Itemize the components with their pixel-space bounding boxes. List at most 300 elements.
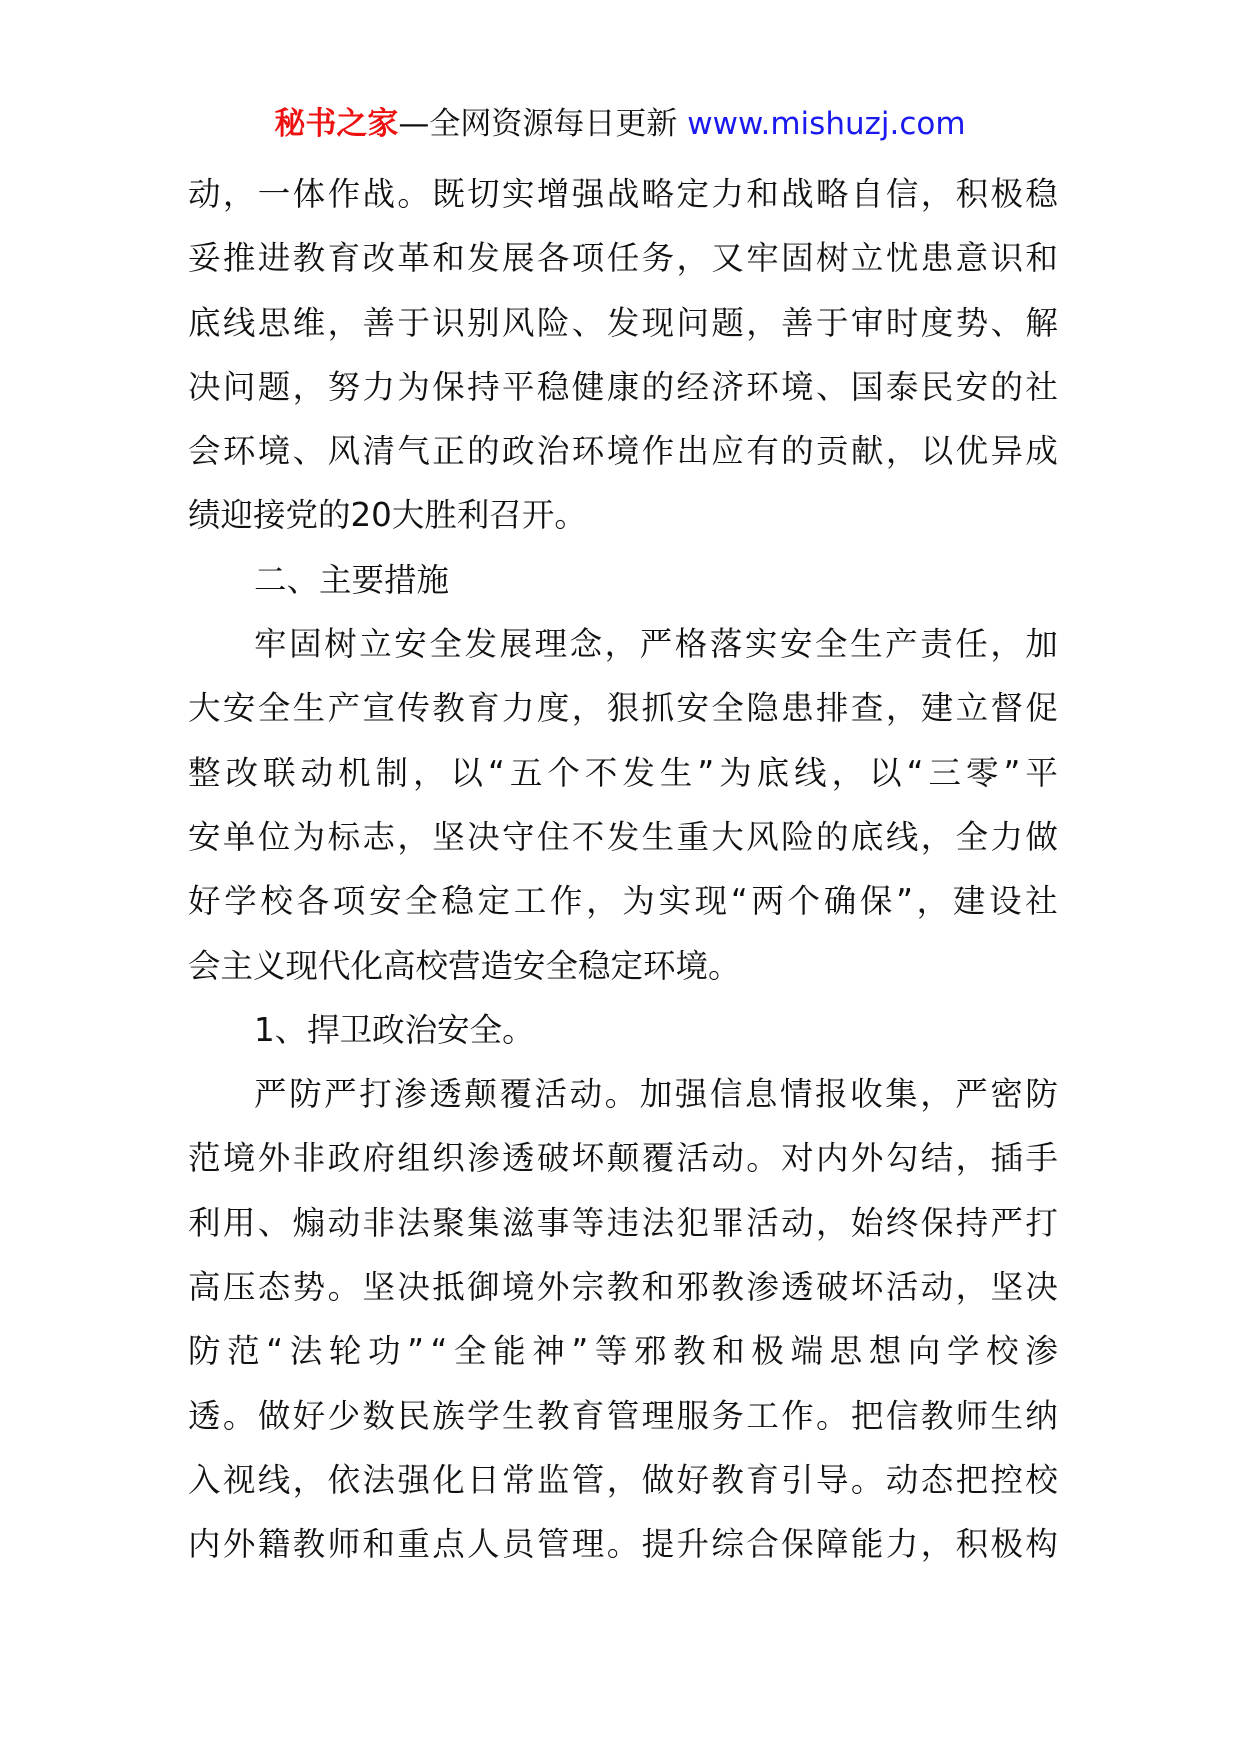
- line-char: 、: [571, 303, 605, 342]
- line-char: 。: [816, 1396, 849, 1435]
- line-char: 力: [502, 689, 535, 728]
- line-char: 国: [850, 367, 884, 406]
- line-char: 动: [300, 753, 334, 792]
- line-char: 产: [327, 689, 361, 728]
- line-char: 的: [467, 432, 500, 471]
- line-char: 位: [257, 817, 291, 856]
- line-char: 。: [606, 1525, 640, 1564]
- line-char: 制: [375, 753, 409, 792]
- line-char: 略: [816, 175, 849, 213]
- line-char: 济: [711, 367, 744, 406]
- line-char: 手: [1025, 1139, 1058, 1178]
- line-char: 非: [292, 1139, 326, 1178]
- line-char: 单: [222, 817, 256, 856]
- line-char: 破: [816, 1268, 849, 1307]
- line-char: 社: [1025, 367, 1058, 406]
- line-char: ，: [413, 753, 446, 792]
- line-char: 务: [641, 239, 675, 278]
- line-char: 线: [257, 1460, 291, 1499]
- line-char: 环: [571, 432, 605, 471]
- line-char: 的: [816, 817, 849, 856]
- line-char: “: [266, 1332, 284, 1371]
- line-char: 险: [536, 303, 570, 342]
- line-char: 解: [1025, 303, 1058, 342]
- line-char: 煽: [292, 1203, 326, 1242]
- line-char: 于: [816, 303, 849, 342]
- line-char: 革: [397, 239, 430, 278]
- line-char: 建: [952, 882, 986, 921]
- document-header: [0, 104, 1240, 144]
- line-char: 学: [467, 1396, 500, 1435]
- line-char: 渗: [1025, 1332, 1058, 1371]
- line-char: 好: [292, 1396, 326, 1435]
- line-char: 患: [920, 239, 954, 278]
- line-char: 活: [885, 1268, 919, 1307]
- line-char: 和: [1025, 239, 1058, 278]
- line-char: ，: [920, 817, 954, 856]
- line-char: 患: [781, 689, 814, 728]
- line-char: 动: [711, 1139, 744, 1178]
- line-char: 生: [850, 625, 883, 664]
- line-char: 境: [502, 1268, 535, 1307]
- line-char: 抵: [432, 1268, 465, 1307]
- line-text: 1、捍卫政治安全。: [254, 1010, 535, 1049]
- line-char: 定: [477, 882, 511, 921]
- line-char: 境: [606, 432, 640, 471]
- line-char: ，: [292, 367, 326, 406]
- line-char: 。: [604, 1075, 638, 1114]
- line-char: 健: [571, 367, 605, 406]
- line-char: 密: [990, 1075, 1023, 1114]
- line-char: 自: [850, 175, 884, 213]
- line-char: ，: [604, 625, 638, 664]
- line-char: 法: [289, 1332, 323, 1371]
- line-char: 、: [990, 303, 1023, 342]
- line-char: 发: [622, 753, 655, 792]
- line-char: 题: [711, 303, 744, 342]
- line-char: 全: [257, 689, 291, 728]
- line-char: 育: [467, 689, 500, 728]
- line-char: ”: [1003, 753, 1021, 792]
- line-char: 外: [222, 1525, 256, 1564]
- line-char: 势: [955, 303, 989, 342]
- line-char: 透: [781, 1268, 814, 1307]
- line-char: “: [430, 1332, 448, 1371]
- line-char: 师: [955, 1396, 989, 1435]
- line-char: 把: [850, 1396, 884, 1435]
- line-char: 合: [746, 1525, 779, 1564]
- line-char: 做: [257, 1396, 291, 1435]
- line-char: 牢: [254, 625, 287, 664]
- text-line: [188, 355, 1058, 419]
- line-char: 、: [257, 1203, 291, 1242]
- line-char: 纳: [1025, 1396, 1058, 1435]
- line-char: 集: [885, 1075, 918, 1114]
- line-char: 于: [397, 303, 430, 342]
- text-line: [188, 869, 1058, 933]
- line-char: 发: [464, 625, 497, 664]
- line-char: 动: [327, 1203, 361, 1242]
- line-char: ，: [586, 882, 619, 921]
- line-char: “: [488, 753, 505, 792]
- line-char: 范: [227, 1332, 260, 1371]
- line-char: 三: [928, 753, 961, 792]
- line-char: 以: [450, 753, 484, 792]
- line-char: 加: [1025, 625, 1058, 664]
- line-char: 立: [850, 239, 884, 278]
- line-char: 稳: [441, 882, 474, 921]
- line-char: 识: [990, 239, 1023, 278]
- line-char: 强: [571, 175, 605, 213]
- line-char: 违: [606, 1203, 640, 1242]
- line-char: 聚: [432, 1203, 465, 1242]
- line-char: 和: [362, 1525, 395, 1564]
- line-char: 线: [885, 817, 919, 856]
- line-char: 风: [502, 303, 535, 342]
- line-char: 做: [641, 1460, 675, 1499]
- line-char: 险: [781, 817, 814, 856]
- line-char: 清: [362, 432, 395, 471]
- line-char: 导: [816, 1460, 849, 1499]
- line-char: 会: [188, 432, 221, 471]
- line-char: 管: [606, 1396, 640, 1435]
- line-char: 教: [920, 1396, 954, 1435]
- line-char: ，: [831, 753, 865, 792]
- line-char: 范: [188, 1139, 221, 1178]
- line-char: 收: [850, 1075, 883, 1114]
- line-char: 打: [1025, 1203, 1058, 1242]
- line-char: 作: [781, 1396, 814, 1435]
- line-char: 事: [536, 1203, 570, 1242]
- line-char: 战: [606, 175, 640, 213]
- line-char: 渗: [394, 1075, 427, 1114]
- line-char: ，: [955, 1268, 989, 1307]
- line-char: 防: [188, 1332, 221, 1371]
- text-line: [188, 162, 1058, 226]
- line-char: 不: [571, 817, 605, 856]
- line-char: ，: [885, 689, 919, 728]
- line-char: 决: [1025, 1268, 1058, 1307]
- line-char: 设: [988, 882, 1022, 921]
- line-char: 发: [606, 817, 640, 856]
- line-char: 邪: [633, 1332, 667, 1371]
- text-line: [188, 934, 1058, 998]
- line-char: 常: [502, 1460, 535, 1499]
- line-char: 展: [499, 625, 532, 664]
- line-char: ，: [676, 239, 709, 278]
- line-char: 生: [990, 1396, 1023, 1435]
- line-char: 康: [606, 367, 640, 406]
- line-char: ”: [896, 882, 913, 921]
- line-char: 、: [816, 367, 849, 406]
- line-char: 把: [955, 1460, 989, 1499]
- line-char: 战: [781, 175, 814, 213]
- line-char: 改: [225, 753, 259, 792]
- line-char: 别: [467, 303, 500, 342]
- line-char: 管: [536, 1525, 570, 1564]
- line-char: 法: [397, 1203, 430, 1242]
- line-char: 既: [432, 175, 465, 213]
- line-char: 环: [222, 432, 256, 471]
- line-char: 信: [885, 1396, 919, 1435]
- line-char: 督: [990, 689, 1023, 728]
- line-char: 不: [584, 753, 618, 792]
- line-char: 实: [744, 625, 778, 664]
- line-char: 查: [850, 689, 884, 728]
- line-char: 动: [188, 175, 221, 213]
- line-char: 育: [327, 239, 361, 278]
- line-char: 力: [711, 175, 744, 213]
- line-char: “: [906, 753, 924, 792]
- line-char: 和: [432, 239, 465, 278]
- line-char: 宗: [571, 1268, 605, 1307]
- line-char: 维: [292, 303, 326, 342]
- line-char: 排: [816, 689, 849, 728]
- line-char: 抓: [641, 689, 675, 728]
- line-char: 工: [746, 1396, 779, 1435]
- line-char: 政: [502, 432, 535, 471]
- line-char: 底: [188, 303, 221, 342]
- line-char: 视: [222, 1460, 256, 1499]
- line-char: 全: [429, 625, 462, 664]
- line-char: 向: [907, 1332, 941, 1371]
- line-char: 的: [641, 367, 675, 406]
- line-char: 罪: [711, 1203, 744, 1242]
- line-char: 线: [222, 303, 256, 342]
- line-char: 坏: [850, 1268, 884, 1307]
- line-char: 以: [920, 432, 954, 471]
- line-char: 生: [502, 1396, 535, 1435]
- line-char: 力: [990, 817, 1023, 856]
- line-char: 做: [1025, 817, 1058, 856]
- line-char: 。: [327, 1268, 361, 1307]
- line-char: 五: [509, 753, 543, 792]
- text-line: [188, 676, 1058, 740]
- line-char: 保: [432, 367, 465, 406]
- line-char: 严: [324, 1075, 357, 1114]
- line-char: 决: [467, 817, 500, 856]
- text-line: [188, 612, 1058, 676]
- line-char: 透: [188, 1396, 221, 1435]
- line-char: 校: [1025, 1460, 1058, 1499]
- text-line: [188, 1126, 1058, 1190]
- line-char: 外: [850, 1139, 884, 1178]
- line-char: 异: [990, 432, 1023, 471]
- line-char: 全: [711, 689, 744, 728]
- line-char: 思: [257, 303, 291, 342]
- text-line: [188, 1512, 1058, 1576]
- line-char: ，: [955, 1139, 989, 1178]
- line-char: 教: [292, 1525, 326, 1564]
- line-char: 校: [986, 1332, 1019, 1371]
- line-char: 联: [263, 753, 296, 792]
- line-char: 等: [594, 1332, 628, 1371]
- line-char: 理: [641, 1396, 675, 1435]
- line-char: 决: [397, 1268, 430, 1307]
- line-char: ，: [885, 432, 919, 471]
- line-char: 产: [885, 625, 918, 664]
- line-char: ，: [990, 625, 1023, 664]
- line-char: 覆: [499, 1075, 532, 1114]
- line-char: 为: [719, 753, 752, 792]
- line-char: 安: [779, 625, 813, 664]
- line-char: 现: [694, 882, 728, 921]
- text-line: [188, 226, 1058, 290]
- line-char: 强: [397, 1460, 430, 1499]
- line-char: 为: [397, 367, 430, 406]
- line-char: 控: [990, 1460, 1023, 1499]
- website-link[interactable]: www.mishuzj.com: [687, 106, 966, 142]
- line-char: 作: [327, 175, 361, 213]
- line-char: 打: [359, 1075, 392, 1114]
- line-char: 教: [711, 1460, 744, 1499]
- line-char: 度: [536, 689, 570, 728]
- line-char: 极: [990, 175, 1023, 213]
- line-char: 神: [532, 1332, 565, 1371]
- line-char: 坏: [571, 1139, 605, 1178]
- line-char: 学: [224, 882, 257, 921]
- line-char: 用: [222, 1203, 256, 1242]
- line-char: 贡: [816, 432, 849, 471]
- line-char: 工: [513, 882, 547, 921]
- line-char: 点: [432, 1525, 465, 1564]
- line-char: 族: [432, 1396, 465, 1435]
- line-char: 强: [674, 1075, 708, 1114]
- line-char: 数: [362, 1396, 395, 1435]
- line-char: 高: [188, 1268, 221, 1307]
- line-char: 外: [536, 1268, 570, 1307]
- line-char: 大: [711, 817, 744, 856]
- line-char: 两: [751, 882, 784, 921]
- line-char: 固: [289, 625, 322, 664]
- line-char: 。: [850, 1460, 884, 1499]
- line-char: 动: [569, 1075, 603, 1114]
- line-char: 重: [676, 817, 709, 856]
- line-char: 活: [534, 1075, 568, 1114]
- line-char: 端: [790, 1332, 823, 1371]
- line-char: 保: [859, 882, 893, 921]
- line-char: 教: [292, 239, 326, 278]
- line-char: 成: [1025, 432, 1058, 471]
- line-char: 综: [711, 1525, 744, 1564]
- line-char: 有: [746, 432, 779, 471]
- line-char: 任: [606, 239, 640, 278]
- line-char: 极: [751, 1332, 784, 1371]
- line-char: 识: [432, 303, 465, 342]
- line-char: 功: [367, 1332, 401, 1371]
- line-char: 确: [823, 882, 857, 921]
- line-char: 任: [955, 625, 988, 664]
- line-char: 教: [432, 689, 465, 728]
- line-char: ，: [292, 1460, 326, 1499]
- line-char: 非: [362, 1203, 395, 1242]
- line-char: 大: [188, 689, 221, 728]
- line-char: 。: [397, 175, 430, 213]
- text-line: [188, 1319, 1058, 1383]
- line-char: 教: [606, 1268, 640, 1307]
- line-char: 保: [781, 1525, 814, 1564]
- line-char: 平: [502, 367, 535, 406]
- line-char: 积: [955, 1525, 989, 1564]
- line-char: 安: [368, 882, 402, 921]
- line-char: 内: [816, 1139, 849, 1178]
- line-char: 监: [536, 1460, 570, 1499]
- line-char: 极: [990, 1525, 1023, 1564]
- line-char: 治: [536, 432, 570, 471]
- line-char: 线: [794, 753, 827, 792]
- line-char: 境: [222, 1139, 256, 1178]
- line-char: 各: [296, 882, 330, 921]
- line-char: 活: [746, 1203, 779, 1242]
- text-line: [188, 1062, 1058, 1126]
- line-char: 项: [571, 239, 605, 278]
- line-char: 保: [920, 1203, 954, 1242]
- line-char: 格: [674, 625, 708, 664]
- line-char: 安: [188, 817, 221, 856]
- line-char: 牢: [746, 239, 779, 278]
- line-char: 意: [955, 239, 989, 278]
- line-char: 颠: [464, 1075, 497, 1114]
- line-char: 平: [1025, 753, 1058, 792]
- line-char: 建: [920, 689, 954, 728]
- line-char: 出: [676, 432, 709, 471]
- line-char: 坚: [432, 817, 465, 856]
- line-char: 泰: [885, 367, 919, 406]
- line-char: 透: [502, 1139, 535, 1178]
- line-char: ，: [746, 303, 779, 342]
- text-line: [188, 419, 1058, 483]
- line-char: 颠: [606, 1139, 640, 1178]
- line-text: 会主义现代化高校营造安全稳定环境。: [188, 946, 741, 985]
- line-char: 整: [188, 753, 221, 792]
- line-char: 风: [746, 817, 779, 856]
- line-char: 和: [641, 1268, 675, 1307]
- line-char: 增: [536, 175, 570, 213]
- line-char: 内: [188, 1525, 221, 1564]
- line-char: 升: [676, 1525, 709, 1564]
- line-char: ，: [571, 689, 605, 728]
- text-line: [188, 483, 1058, 547]
- line-char: 校: [260, 882, 293, 921]
- line-char: 标: [327, 817, 361, 856]
- line-char: 学: [946, 1332, 980, 1371]
- line-char: 能: [850, 1525, 884, 1564]
- line-char: 法: [362, 1460, 395, 1499]
- line-char: 念: [569, 625, 603, 664]
- line-char: 透: [429, 1075, 462, 1114]
- line-char: 展: [502, 239, 535, 278]
- line-char: 的: [990, 367, 1023, 406]
- line-char: 籍: [257, 1525, 291, 1564]
- line-char: 渗: [467, 1139, 500, 1178]
- line-char: 经: [676, 367, 709, 406]
- line-char: 稳: [1025, 175, 1058, 213]
- line-char: 终: [885, 1203, 919, 1242]
- line-char: 防: [1025, 1075, 1058, 1114]
- line-char: 组: [397, 1139, 430, 1178]
- line-char: 严: [990, 1203, 1023, 1242]
- line-char: 插: [990, 1139, 1023, 1178]
- line-char: 等: [571, 1203, 605, 1242]
- line-char: 员: [502, 1525, 535, 1564]
- line-char: “: [730, 882, 748, 921]
- line-char: ，: [327, 303, 361, 342]
- line-char: 妥: [188, 239, 221, 278]
- line-char: 又: [711, 239, 744, 278]
- line-char: 守: [502, 817, 535, 856]
- line-char: ”: [407, 1332, 424, 1371]
- line-char: 环: [746, 367, 779, 406]
